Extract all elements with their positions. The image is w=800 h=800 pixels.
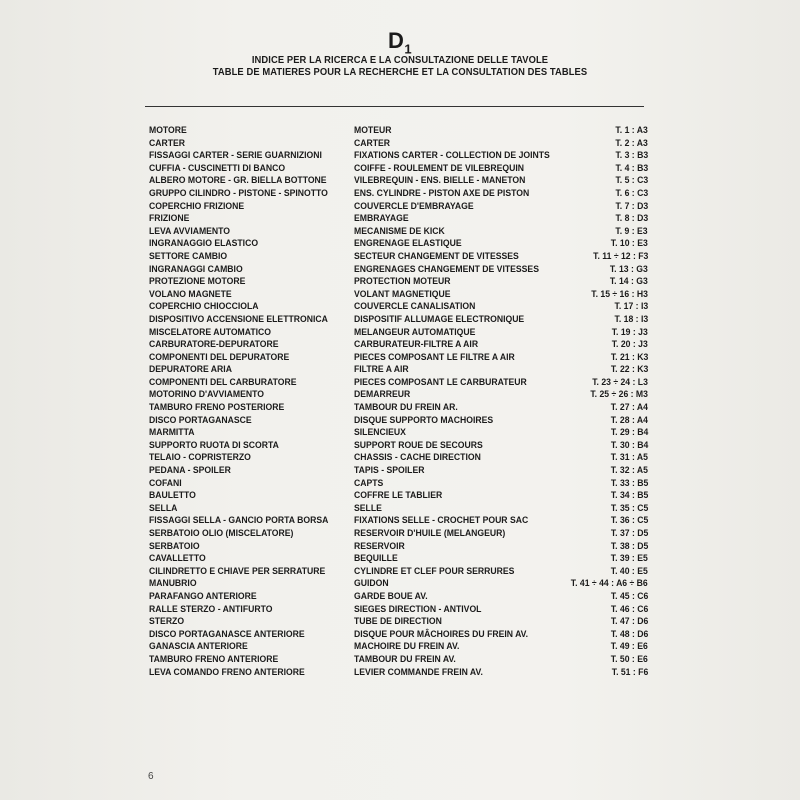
french-label: RESERVOIR D'HUILE (MELANGEUR) <box>354 528 506 538</box>
italian-label: ALBERO MOTORE - GR. BIELLA BOTTONE <box>149 175 327 186</box>
table-row <box>0 187 800 200</box>
italian-label: SERBATOIO <box>149 540 200 551</box>
french-label: MELANGEUR AUTOMATIQUE <box>354 326 476 337</box>
section-code <box>0 28 800 56</box>
table-row <box>0 540 800 553</box>
french-label: MACHOIRE DU FREIN AV. <box>354 641 460 652</box>
italian-label: MANUBRIO <box>149 578 197 589</box>
table-row <box>0 477 800 490</box>
table-reference: T. 10 : E3 <box>610 238 648 249</box>
italian-label: MARMITTA <box>149 427 195 438</box>
italian-label: SERBATOIO OLIO (MISCELATORE) <box>149 528 294 538</box>
table-reference: T. 37 : D5 <box>610 528 648 538</box>
italian-label: STERZO <box>149 616 185 627</box>
french-label: COFFRE LE TABLIER <box>354 490 443 501</box>
table-reference: T. 9 : E3 <box>615 225 648 236</box>
italian-label: COMPONENTI DEL CARBURATORE <box>149 376 297 387</box>
french-label: TAPIS - SPOILER <box>354 465 425 476</box>
table-reference: T. 8 : D3 <box>615 213 648 224</box>
french-label: CARTER <box>354 137 391 148</box>
table-reference: T. 41 ÷ 44 : A6 ÷ B6 <box>571 578 648 589</box>
table-reference: T. 22 : K3 <box>610 364 648 375</box>
italian-label: PEDANA - SPOILER <box>149 465 231 476</box>
table-reference: T. 20 : J3 <box>611 339 648 350</box>
page-number: 6 <box>148 771 154 782</box>
italian-label: TELAIO - COPRISTERZO <box>149 452 251 463</box>
italian-label: TAMBURO FRENO POSTERIORE <box>149 402 285 413</box>
french-label: CHASSIS - CACHE DIRECTION <box>354 452 481 463</box>
italian-label: CUFFIA - CUSCINETTI DI BANCO <box>149 162 286 173</box>
french-label: PIECES COMPOSANT LE FILTRE A AIR <box>354 351 515 362</box>
italian-label: DISPOSITIVO ACCENSIONE ELETTRONICA <box>149 313 328 324</box>
italian-label: DISCO PORTAGANASCE <box>149 414 252 425</box>
italian-label: CILINDRETTO E CHIAVE PER SERRATURE <box>149 565 326 576</box>
italian-label: INGRANAGGI CAMBIO <box>149 263 243 274</box>
italian-label: COFANI <box>149 477 182 488</box>
table-row <box>0 351 800 364</box>
table-reference: T. 29 : B4 <box>610 427 648 438</box>
french-label: SECTEUR CHANGEMENT DE VITESSES <box>354 250 519 261</box>
table-row <box>0 489 800 502</box>
table-reference: T. 45 : C6 <box>610 590 648 601</box>
table-row <box>0 212 800 225</box>
table-reference: T. 6 : C3 <box>615 187 648 198</box>
french-label: ENGRENAGES CHANGEMENT DE VITESSES <box>354 263 539 274</box>
table-row <box>0 439 800 452</box>
table-reference: T. 1 : A3 <box>615 125 648 135</box>
french-label: RESERVOIR <box>354 540 405 551</box>
table-row <box>0 200 800 213</box>
italian-label: GRUPPO CILINDRO - PISTONE - SPINOTTO <box>149 187 328 198</box>
table-reference: T. 4 : B3 <box>615 162 648 173</box>
table-reference: T. 5 : C3 <box>615 175 648 186</box>
french-label: COIFFE - ROULEMENT DE VILEBREQUIN <box>354 162 525 173</box>
table-row <box>0 628 800 641</box>
table-reference: T. 15 ÷ 16 : H3 <box>591 288 648 299</box>
french-label: COUVERCLE CANALISATION <box>354 301 476 312</box>
table-reference: T. 17 : I3 <box>614 301 648 312</box>
table-reference: T. 13 : G3 <box>610 263 648 274</box>
french-label: SIEGES DIRECTION - ANTIVOL <box>354 603 482 614</box>
table-reference: T. 21 : K3 <box>610 351 648 362</box>
index-table <box>0 124 800 678</box>
french-label: SUPPORT ROUE DE SECOURS <box>354 439 483 450</box>
table-reference: T. 19 : J3 <box>611 326 648 337</box>
italian-label: TAMBURO FRENO ANTERIORE <box>149 653 279 664</box>
italian-label: LEVA AVVIAMENTO <box>149 225 231 236</box>
table-reference: T. 34 : B5 <box>610 490 648 501</box>
table-row <box>0 326 800 339</box>
french-label: GARDE BOUE AV. <box>354 590 428 601</box>
french-label: COUVERCLE D'EMBRAYAGE <box>354 200 474 211</box>
french-label: SILENCIEUX <box>354 427 406 438</box>
table-reference: T. 51 : F6 <box>611 666 648 677</box>
italian-label: BAULETTO <box>149 490 196 501</box>
italian-label: MISCELATORE AUTOMATICO <box>149 326 272 337</box>
italian-label: FRIZIONE <box>149 213 190 224</box>
french-label: DISPOSITIF ALLUMAGE ELECTRONIQUE <box>354 313 525 324</box>
italian-label: VOLANO MAGNETE <box>149 288 232 299</box>
french-label: PIECES COMPOSANT LE CARBURATEUR <box>354 376 527 387</box>
table-row <box>0 451 800 464</box>
table-reference: T. 11 ÷ 12 : F3 <box>592 250 648 261</box>
french-label: FIXATIONS SELLE - CROCHET POUR SAC <box>354 515 529 526</box>
table-reference: T. 47 : D6 <box>610 616 648 627</box>
italian-label: MOTORINO D'AVVIAMENTO <box>149 389 264 400</box>
italian-label: SUPPORTO RUOTA DI SCORTA <box>149 439 279 450</box>
table-row <box>0 666 800 679</box>
italian-label: CARTER <box>149 137 186 148</box>
italian-label: FISSAGGI SELLA - GANCIO PORTA BORSA <box>149 515 329 526</box>
title-italian: INDICE PER LA RICERCA E LA CONSULTAZIONE DELLE TAVOLE <box>251 55 549 66</box>
section-code-letter: D <box>387 28 405 53</box>
table-reference: T. 48 : D6 <box>610 628 648 639</box>
table-row <box>0 288 800 301</box>
french-label: CARBURATEUR-FILTRE A AIR <box>354 339 479 350</box>
italian-label: SETTORE CAMBIO <box>149 250 228 261</box>
table-row <box>0 162 800 175</box>
table-row <box>0 653 800 666</box>
table-row <box>0 275 800 288</box>
french-label: DISQUE POUR MÂCHOIRES DU FREIN AV. <box>354 628 529 639</box>
french-label: GUIDON <box>354 578 389 589</box>
french-label: EMBRAYAGE <box>354 213 409 224</box>
table-reference: T. 18 : I3 <box>614 313 648 324</box>
table-row <box>0 250 800 263</box>
table-row <box>0 640 800 653</box>
italian-label: COMPONENTI DEL DEPURATORE <box>149 351 290 362</box>
table-row <box>0 124 800 137</box>
table-row <box>0 338 800 351</box>
table-row <box>0 565 800 578</box>
table-row <box>0 174 800 187</box>
table-row <box>0 552 800 565</box>
table-reference: T. 36 : C5 <box>610 515 648 526</box>
french-label: DEMARREUR <box>354 389 411 400</box>
french-label: TAMBOUR DU FREIN AV. <box>354 653 456 664</box>
table-reference: T. 46 : C6 <box>610 603 648 614</box>
table-reference: T. 50 : E6 <box>610 653 648 664</box>
table-row <box>0 590 800 603</box>
section-code-subscript: 1 <box>404 41 413 57</box>
italian-label: RALLE STERZO - ANTIFURTO <box>149 603 273 614</box>
table-row <box>0 401 800 414</box>
french-label: ENGRENAGE ELASTIQUE <box>354 238 462 249</box>
italian-label: COPERCHIO CHIOCCIOLA <box>149 301 259 312</box>
french-label: LEVIER COMMANDE FREIN AV. <box>354 666 483 677</box>
italian-label: FISSAGGI CARTER - SERIE GUARNIZIONI <box>149 150 322 161</box>
table-reference: T. 25 ÷ 26 : M3 <box>590 389 648 400</box>
table-row <box>0 313 800 326</box>
french-label: TAMBOUR DU FREIN AR. <box>354 402 458 413</box>
french-label: FIXATIONS CARTER - COLLECTION DE JOINTS <box>354 150 550 161</box>
table-row <box>0 300 800 313</box>
italian-label: DEPURATORE ARIA <box>149 364 232 375</box>
french-label: VOLANT MAGNETIQUE <box>354 288 451 299</box>
french-label: SELLE <box>354 502 382 513</box>
table-row <box>0 615 800 628</box>
table-row <box>0 149 800 162</box>
table-row <box>0 388 800 401</box>
table-row <box>0 514 800 527</box>
table-row <box>0 363 800 376</box>
table-reference: T. 2 : A3 <box>615 137 648 148</box>
header-divider <box>145 106 644 107</box>
table-reference: T. 7 : D3 <box>615 200 648 211</box>
french-label: CAPTS <box>354 477 384 488</box>
table-row <box>0 577 800 590</box>
french-label: MOTEUR <box>354 125 392 135</box>
table-reference: T. 35 : C5 <box>610 502 648 513</box>
table-row <box>0 527 800 540</box>
italian-label: SELLA <box>149 502 178 513</box>
french-label: DISQUE SUPPORTO MACHOIRES <box>354 414 494 425</box>
table-reference: T. 49 : E6 <box>610 641 648 652</box>
table-row <box>0 426 800 439</box>
table-row <box>0 137 800 150</box>
table-row <box>0 237 800 250</box>
table-reference: T. 3 : B3 <box>615 150 648 161</box>
table-row <box>0 603 800 616</box>
table-reference: T. 23 ÷ 24 : L3 <box>592 376 648 387</box>
table-reference: T. 14 : G3 <box>610 276 648 287</box>
french-label: FILTRE A AIR <box>354 364 409 375</box>
table-reference: T. 32 : A5 <box>610 465 648 476</box>
italian-label: MOTORE <box>149 125 187 135</box>
table-reference: T. 30 : B4 <box>610 439 648 450</box>
table-reference: T. 40 : E5 <box>610 565 648 576</box>
italian-label: PROTEZIONE MOTORE <box>149 276 246 287</box>
table-row <box>0 414 800 427</box>
table-reference: T. 28 : A4 <box>610 414 648 425</box>
table-row <box>0 464 800 477</box>
french-label: ENS. CYLINDRE - PISTON AXE DE PISTON <box>354 187 530 198</box>
italian-label: CAVALLETTO <box>149 553 206 564</box>
table-row <box>0 376 800 389</box>
table-reference: T. 27 : A4 <box>610 402 648 413</box>
french-label: BEQUILLE <box>354 553 398 564</box>
table-reference: T. 31 : A5 <box>610 452 648 463</box>
italian-label: GANASCIA ANTERIORE <box>149 641 248 652</box>
italian-label: DISCO PORTAGANASCE ANTERIORE <box>149 628 305 639</box>
table-row <box>0 502 800 515</box>
italian-label: CARBURATORE-DEPURATORE <box>149 339 279 350</box>
french-label: MECANISME DE KICK <box>354 225 445 236</box>
french-label: CYLINDRE ET CLEF POUR SERRURES <box>354 565 515 576</box>
italian-label: COPERCHIO FRIZIONE <box>149 200 245 211</box>
italian-label: LEVA COMANDO FRENO ANTERIORE <box>149 666 305 677</box>
table-reference: T. 33 : B5 <box>610 477 648 488</box>
table-row <box>0 225 800 238</box>
italian-label: INGRANAGGIO ELASTICO <box>149 238 259 249</box>
table-reference: T. 38 : D5 <box>610 540 648 551</box>
title-french: TABLE DE MATIERES POUR LA RECHERCHE ET LA CONSULTATION DES TABLES <box>212 67 588 78</box>
italian-label: PARAFANGO ANTERIORE <box>149 590 257 601</box>
table-reference: T. 39 : E5 <box>610 553 648 564</box>
french-label: TUBE DE DIRECTION <box>354 616 442 627</box>
french-label: PROTECTION MOTEUR <box>354 276 451 287</box>
french-label: VILEBREQUIN - ENS. BIELLE - MANETON <box>354 175 526 186</box>
table-row <box>0 263 800 276</box>
